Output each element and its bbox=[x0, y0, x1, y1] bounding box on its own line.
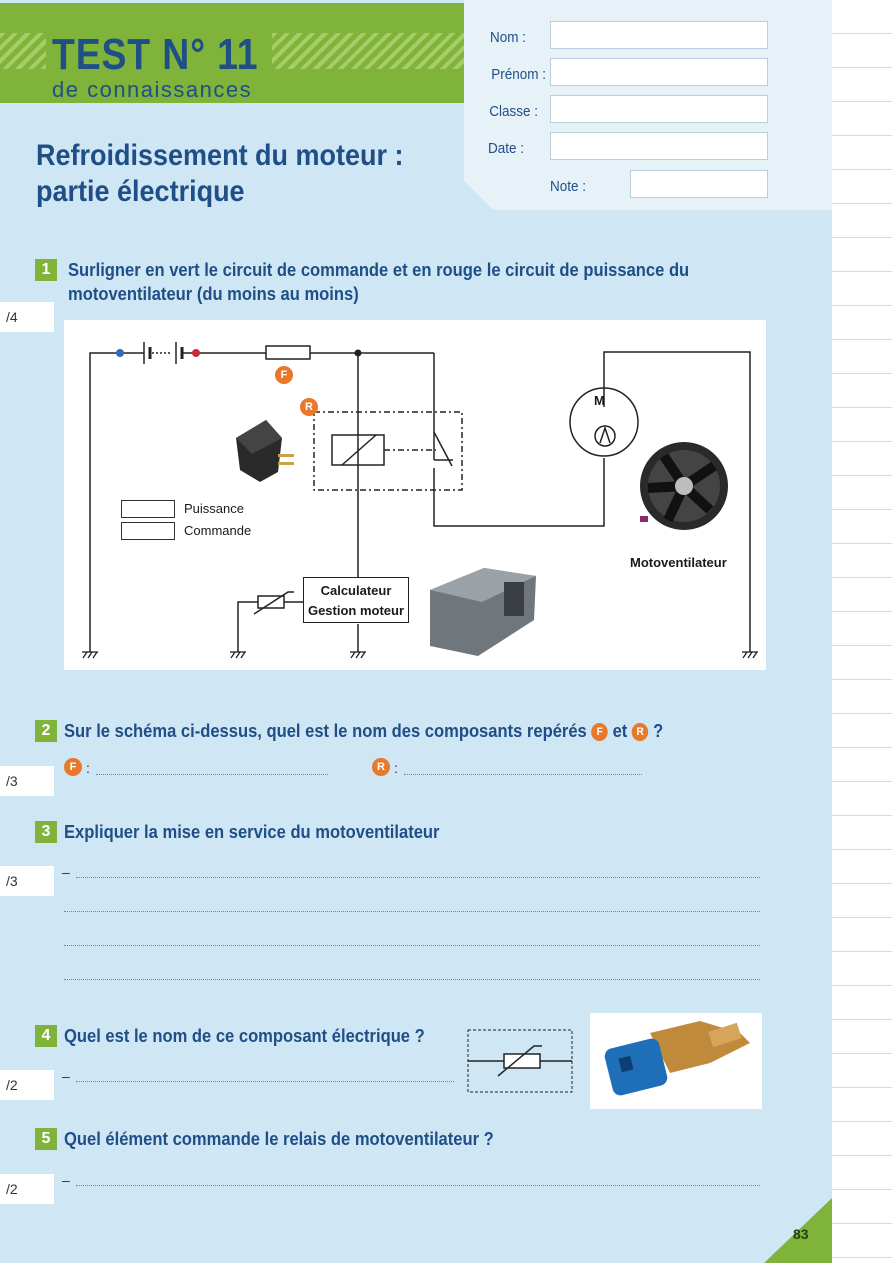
question-5-text: Quel élément commande le relais de motoventilateur ? bbox=[64, 1129, 494, 1149]
question-1-text bbox=[68, 258, 776, 306]
hatch-decoration-right bbox=[272, 33, 464, 69]
question-5-number: 5 bbox=[35, 1128, 57, 1150]
temperature-sensor-image bbox=[590, 1013, 762, 1109]
question-3-answer-line-2[interactable] bbox=[64, 911, 760, 912]
question-5-answer-line[interactable] bbox=[76, 1185, 760, 1186]
question-2-prefix: Sur le schéma ci-dessus, quel est le nom des composants repérés bbox=[64, 721, 587, 741]
marker-r-label: R bbox=[300, 398, 318, 416]
test-title: TEST N° 11 bbox=[52, 30, 259, 79]
notebook-lines bbox=[832, 0, 892, 1263]
note-label: Note : bbox=[549, 178, 586, 195]
answer-r-marker bbox=[372, 758, 390, 776]
answer-f-line[interactable] bbox=[96, 774, 328, 775]
question-3-score: /3 bbox=[0, 866, 54, 896]
note-field[interactable] bbox=[630, 170, 768, 198]
question-4-answer-line[interactable] bbox=[76, 1081, 454, 1082]
circuit-schematic bbox=[64, 320, 766, 670]
question-3-number: 3 bbox=[35, 821, 57, 843]
prenom-field[interactable] bbox=[550, 58, 768, 86]
question-1-line1: Surligner en vert le circuit de commande et en rouge le circuit de puissance du bbox=[68, 260, 690, 280]
header-banner bbox=[0, 3, 464, 103]
date-label: Date : bbox=[487, 140, 524, 157]
marker-f-label: F bbox=[275, 366, 293, 384]
classe-label: Classe : bbox=[489, 103, 538, 120]
fan-photo bbox=[640, 442, 728, 530]
answer-f-marker bbox=[64, 758, 82, 776]
question-2-mid: et bbox=[612, 721, 628, 741]
answer-r-colon: : bbox=[394, 760, 398, 776]
nom-field[interactable] bbox=[550, 21, 768, 49]
question-1-number: 1 bbox=[35, 259, 57, 281]
question-4-text: Quel est le nom de ce composant électrique ? bbox=[64, 1026, 425, 1046]
answer-r-marker-label: R bbox=[372, 758, 390, 776]
calculateur-line2: Gestion moteur bbox=[307, 603, 405, 618]
page-title-line2: partie électrique bbox=[36, 175, 245, 208]
calculateur-box bbox=[303, 577, 409, 623]
thermistor-symbol bbox=[466, 1028, 574, 1094]
hatch-decoration-left bbox=[0, 33, 46, 69]
question-2-score: /3 bbox=[0, 766, 54, 796]
motor-label: M bbox=[594, 393, 605, 408]
question-4-dash: – bbox=[62, 1068, 70, 1084]
classe-field[interactable] bbox=[550, 95, 768, 123]
question-1-score: /4 bbox=[0, 302, 54, 332]
question-5-score: /2 bbox=[0, 1174, 54, 1204]
question-2-suffix: ? bbox=[653, 721, 664, 741]
question-3-answer-line-4[interactable] bbox=[64, 979, 760, 980]
calculateur-line1: Calculateur bbox=[320, 583, 392, 598]
answer-f-colon: : bbox=[86, 760, 90, 776]
question-3-dash: – bbox=[62, 864, 70, 880]
answer-r-line[interactable] bbox=[404, 774, 642, 775]
nom-label: Nom : bbox=[489, 29, 526, 46]
motoventilateur-label: Motoventilateur bbox=[630, 555, 727, 570]
marker-f bbox=[275, 366, 293, 384]
question-4-number: 4 bbox=[35, 1025, 57, 1047]
answer-f-marker-label: F bbox=[64, 758, 82, 776]
prenom-label: Prénom : bbox=[491, 66, 546, 83]
question-1-line2: motoventilateur (du moins au moins) bbox=[68, 284, 359, 304]
legend-puissance-swatch[interactable] bbox=[121, 500, 175, 518]
question-2-text bbox=[64, 719, 763, 743]
page-title-line1: Refroidissement du moteur : bbox=[36, 139, 404, 172]
question-2-marker-f: F bbox=[591, 723, 608, 741]
marker-r bbox=[300, 398, 318, 416]
question-2-marker-r: R bbox=[632, 723, 649, 741]
legend-commande-label: Commande bbox=[184, 523, 252, 538]
question-2-number: 2 bbox=[35, 720, 57, 742]
page-title bbox=[36, 138, 404, 210]
ecu-photo bbox=[430, 568, 536, 656]
relay-photo bbox=[236, 420, 294, 482]
question-3-answer-line-3[interactable] bbox=[64, 945, 760, 946]
sensor-photo bbox=[590, 1013, 762, 1109]
test-subtitle: de connaissances bbox=[52, 77, 253, 102]
circuit-diagram bbox=[64, 320, 766, 670]
page-number: 83 bbox=[793, 1226, 809, 1242]
legend-puissance-label: Puissance bbox=[184, 501, 244, 516]
date-field[interactable] bbox=[550, 132, 768, 160]
question-5-dash: – bbox=[62, 1172, 70, 1188]
question-3-text: Expliquer la mise en service du motoventilateur bbox=[64, 822, 440, 842]
legend-commande-swatch[interactable] bbox=[121, 522, 175, 540]
question-4-score: /2 bbox=[0, 1070, 54, 1100]
question-3-answer-line-1[interactable] bbox=[76, 877, 760, 878]
